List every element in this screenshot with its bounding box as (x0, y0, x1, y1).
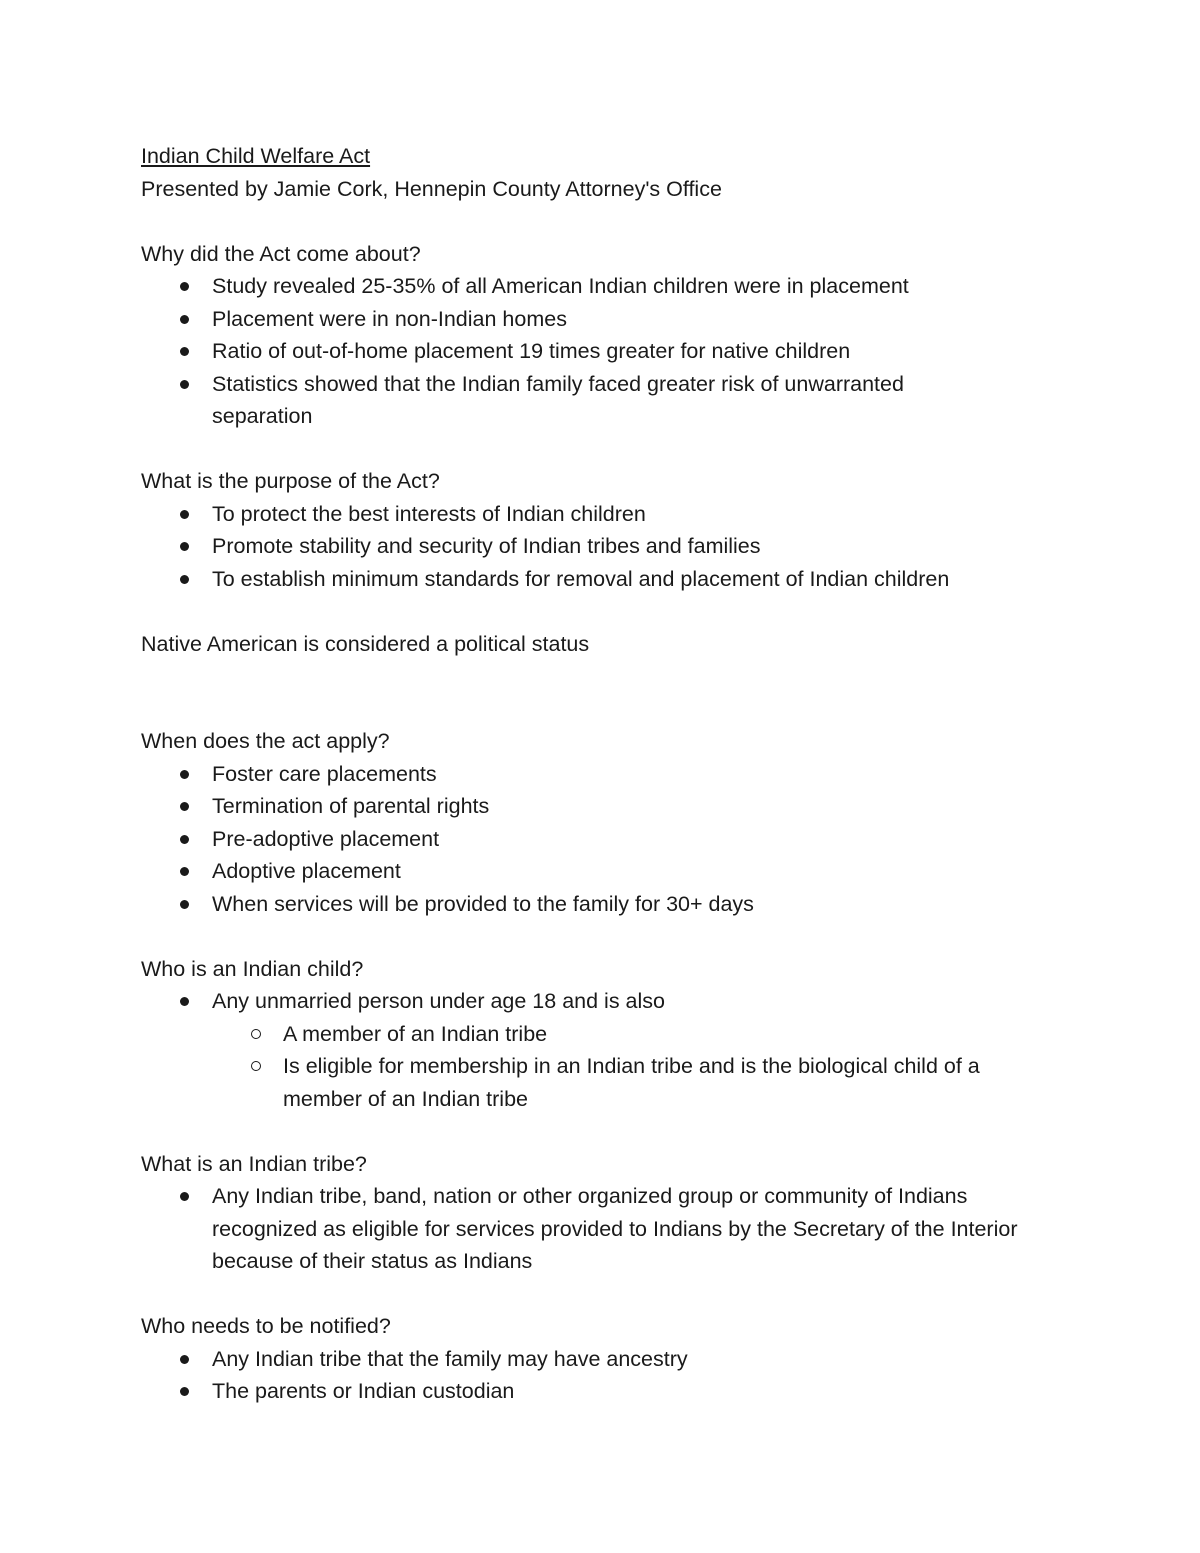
section-heading-notified: Who needs to be notified? (141, 1314, 391, 1338)
spacer (141, 433, 1061, 466)
bullet-icon (180, 900, 189, 909)
list-item: Foster care placements (141, 758, 1061, 791)
spacer (141, 1115, 1061, 1148)
bullet-icon (180, 1355, 189, 1364)
bullet-icon (180, 510, 189, 519)
spacer (141, 595, 1061, 628)
bullet-list-why (141, 270, 1061, 433)
list-item: The parents or Indian custodian (141, 1375, 1061, 1408)
bullet-icon (180, 802, 189, 811)
list-item: Any Indian tribe that the family may have ancestry (141, 1343, 1061, 1376)
bullet-list-notified (141, 1343, 1061, 1408)
bullet-icon (180, 835, 189, 844)
list-item: Ratio of out-of-home placement 19 times greater for native children (141, 335, 1061, 368)
sub-list-item: A member of an Indian tribe (212, 1018, 1061, 1051)
political-status-statement: Native American is considered a political status (141, 631, 590, 656)
bullet-icon (180, 1387, 189, 1396)
document-title: Indian Child Welfare Act (141, 144, 371, 168)
list-item: To protect the best interests of Indian children (141, 498, 1061, 531)
list-item: Study revealed 25-35% of all American Indian children were in placement (141, 270, 1061, 303)
section-heading-why: Why did the Act come about? (141, 241, 421, 266)
presenter-line: Presented by Jamie Cork, Hennepin County Attorney's Office (141, 176, 722, 201)
spacer (141, 920, 1061, 953)
bullet-icon (180, 315, 189, 324)
bullet-icon (180, 575, 189, 584)
list-item: Placement were in non-Indian homes (141, 303, 1061, 336)
bullet-list-purpose (141, 498, 1061, 596)
list-item: Promote stability and security of Indian tribes and families (141, 530, 1061, 563)
bullet-icon (180, 997, 189, 1006)
bullet-icon (180, 770, 189, 779)
document-page (141, 140, 1061, 1408)
list-item: Termination of parental rights (141, 790, 1061, 823)
bullet-icon (180, 542, 189, 551)
list-item: To establish minimum standards for removal and placement of Indian children (141, 563, 1061, 596)
bullet-icon (180, 282, 189, 291)
list-item: Any unmarried person under age 18 and is also A member of an Indian tribe Is eligible for membership in an Indian tribe and is the biological child of a member of an Indian tribe (141, 985, 1061, 1115)
hollow-bullet-icon (251, 1029, 261, 1039)
sub-bullet-list (212, 1018, 1061, 1116)
bullet-list-indian-tribe (141, 1180, 1061, 1278)
list-item: Adoptive placement (141, 855, 1061, 888)
bullet-icon (180, 867, 189, 876)
list-item: Pre-adoptive placement (141, 823, 1061, 856)
list-item: When services will be provided to the family for 30+ days (141, 888, 1061, 921)
spacer (141, 205, 1061, 238)
bullet-icon (180, 347, 189, 356)
section-heading-apply: When does the act apply? (141, 729, 390, 753)
bullet-list-indian-child (141, 985, 1061, 1115)
sub-list-item: Is eligible for membership in an Indian tribe and is the biological child of a member of an Indian tribe (212, 1050, 1061, 1115)
bullet-icon (180, 380, 189, 389)
bullet-list-apply (141, 758, 1061, 921)
list-item: Statistics showed that the Indian family faced greater risk of unwarranted separation (141, 368, 1061, 433)
section-heading-indian-child: Who is an Indian child? (141, 956, 364, 981)
hollow-bullet-icon (251, 1061, 261, 1071)
spacer (141, 660, 1061, 725)
list-item: Any Indian tribe, band, nation or other organized group or community of Indians recognized as eligible for services provided to Indians by the Secretary of the Interior because of their status as Indians (141, 1180, 1061, 1278)
section-heading-indian-tribe: What is an Indian tribe? (141, 1151, 367, 1176)
spacer (141, 1278, 1061, 1311)
section-heading-purpose: What is the purpose of the Act? (141, 469, 440, 493)
bullet-icon (180, 1192, 189, 1201)
